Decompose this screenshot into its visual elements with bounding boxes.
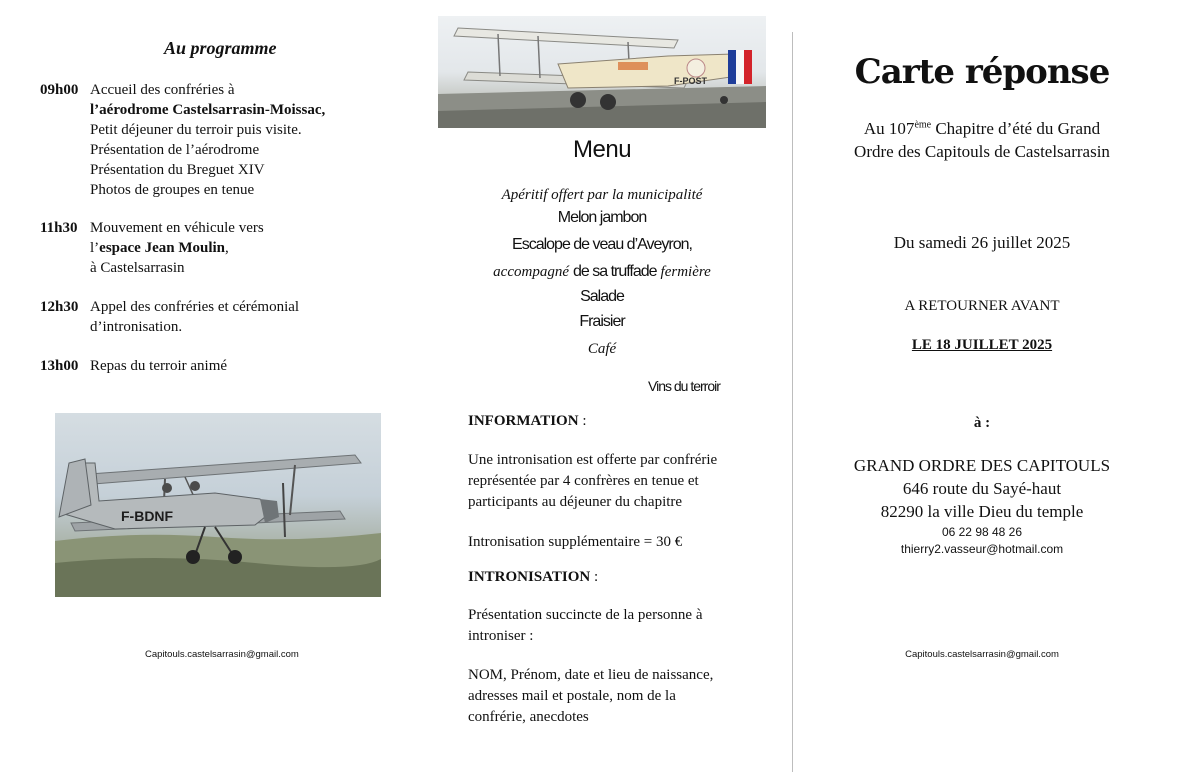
schedule-time: 12h30 — [40, 299, 79, 315]
address-line-1: 646 route du Sayé-haut — [902, 479, 1062, 498]
photo-registration: F-BDNF — [121, 508, 174, 524]
intronisation-supplement: Intronisation supplémentaire = 30 € — [468, 534, 683, 550]
biplane-ground-illustration — [438, 16, 766, 128]
menu-vins: Vins du terroir — [648, 378, 720, 394]
menu-fraisier: Fraisier — [579, 313, 625, 330]
schedule-line: l’espace Jean Moulin, — [90, 240, 229, 256]
schedule-item-0900 — [40, 80, 390, 200]
biplane-photo-flying — [55, 413, 381, 597]
carte-reponse-title: Carte réponse — [854, 52, 1110, 92]
schedule-time: 09h00 — [40, 82, 79, 98]
event-date: Du samedi 26 juillet 2025 — [893, 233, 1071, 252]
schedule-item-1130 — [40, 218, 390, 278]
return-before: A RETOURNER AVANT — [904, 298, 1060, 314]
schedule-line: Présentation de l’aérodrome — [90, 142, 260, 158]
column-divider — [792, 32, 793, 772]
schedule-time: 13h00 — [40, 358, 79, 374]
schedule-line: Petit déjeuner du terroir puis visite. — [90, 122, 302, 138]
schedule-line: Appel des confréries et cérémonial — [90, 299, 300, 315]
information-text: Une intronisation est offerte par confrérie représentée par 4 confrères en tenue et participants au déjeuner du chapitre — [468, 452, 718, 510]
menu-escalope: Escalope de veau d’Aveyron, — [512, 236, 692, 253]
org-name: GRAND ORDRE DES CAPITOULS — [853, 456, 1111, 475]
schedule-line: Repas du terroir animé — [90, 358, 228, 374]
chapter-line-1: Au 107ème Chapitre d’été du Grand — [863, 119, 1101, 138]
photo-registration: F-POST — [674, 76, 707, 86]
intronisation-details: NOM, Prénom, date et lieu de naissance, adresses mail et postale, nom de la confrérie, anecdotes — [468, 667, 714, 725]
information-heading: INFORMATION : — [468, 413, 587, 429]
menu-accompaniment: accompagné de sa truffade fermière — [493, 263, 711, 280]
schedule-line: Accueil des confréries à — [90, 82, 235, 98]
schedule-line: Mouvement en véhicule vers — [90, 220, 264, 236]
schedule-line: l’aérodrome Castelsarrasin-Moissac, — [90, 102, 326, 118]
intronisation-heading: INTRONISATION : — [468, 569, 599, 585]
chapter-line-2: Ordre des Capitouls de Castelsarrasin — [854, 142, 1110, 161]
menu-title: Menu — [573, 136, 632, 163]
phone-number: 06 22 98 48 26 — [941, 525, 1023, 539]
menu-melon: Melon jambon — [557, 209, 647, 226]
footer-email-left[interactable]: Capitouls.castelsarrasin@gmail.com — [145, 649, 299, 660]
biplane-photo-ground — [438, 16, 766, 128]
contact-email[interactable]: thierry2.vasseur@hotmail.com — [900, 542, 1064, 556]
menu-salade: Salade — [580, 288, 624, 305]
schedule-line: d’intronisation. — [90, 319, 183, 335]
schedule-line: Photos de groupes en tenue — [90, 182, 255, 198]
schedule-item-1230 — [40, 297, 390, 337]
biplane-flying-illustration — [55, 413, 381, 597]
schedule-time: 11h30 — [40, 220, 78, 236]
return-deadline: LE 18 JUILLET 2025 — [911, 337, 1053, 353]
recipient-label: à : — [973, 415, 991, 431]
program-title: Au programme — [164, 38, 277, 58]
footer-email-right[interactable]: Capitouls.castelsarrasin@gmail.com — [905, 649, 1059, 660]
menu-aperitif: Apéritif offert par la municipalité — [501, 187, 703, 203]
schedule-item-1300 — [40, 356, 390, 376]
schedule-line: à Castelsarrasin — [90, 260, 185, 276]
schedule-line: Présentation du Breguet XIV — [90, 162, 265, 178]
address-line-2: 82290 la ville Dieu du temple — [880, 502, 1084, 521]
intronisation-text: Présentation succincte de la personne à introniser : — [468, 607, 703, 644]
menu-cafe: Café — [587, 341, 617, 357]
